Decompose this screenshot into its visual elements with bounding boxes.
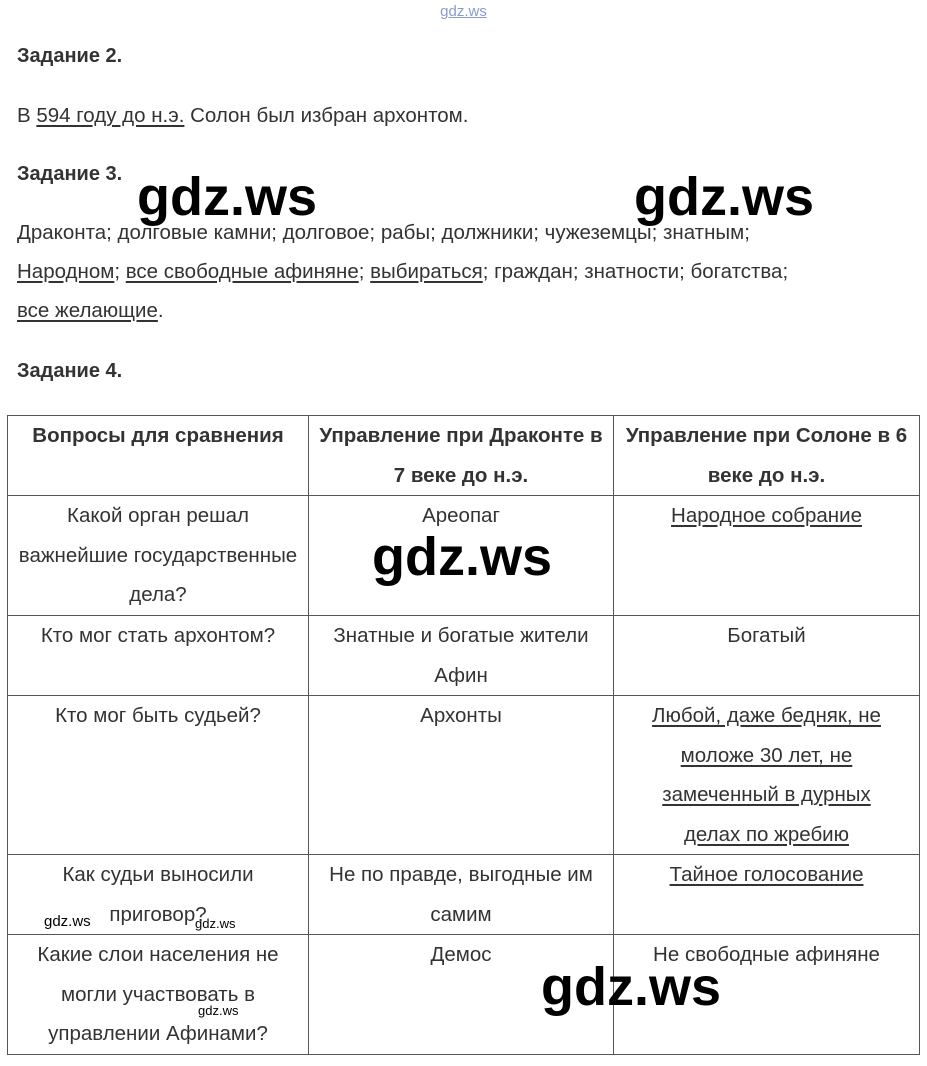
header-questions: Вопросы для сравнения <box>8 416 309 496</box>
table-row <box>8 935 920 1055</box>
header-drakont: Управление при Драконте в 7 веке до н.э. <box>309 416 614 496</box>
table-header-row <box>8 416 920 496</box>
table-row <box>8 616 920 696</box>
row-question: Какие слои населения не могли участвовать в управлении Афинами? <box>8 935 309 1055</box>
task3-rest: ; граждан; знатности; богатства; <box>482 260 789 283</box>
row-drakont: Не по правде, выгодные им самим <box>309 855 614 935</box>
watermark-top[interactable]: gdz.ws <box>440 3 487 20</box>
watermark: gdz.ws <box>634 167 815 227</box>
row-solon <box>614 496 920 616</box>
comparison-table <box>7 415 920 1055</box>
task2-heading: Задание 2. <box>17 45 123 67</box>
watermark: gdz.ws <box>137 167 318 227</box>
task3-answer-narodnom: Народном <box>17 260 115 283</box>
watermark-small: gdz.ws <box>198 1003 239 1018</box>
table-row <box>8 855 920 935</box>
row-question: Кто мог быть судьей? <box>8 696 309 855</box>
task3-answer-vybiratsya: выбираться <box>370 260 483 283</box>
task3-heading: Задание 3. <box>17 163 123 185</box>
task2-text <box>17 96 468 135</box>
row-solon-answer: Народное собрание <box>671 504 862 527</box>
task2-answer: 594 году до н.э. <box>36 104 185 127</box>
task3-text <box>17 213 788 330</box>
task3-line1: Драконта; долговые камни; долговое; рабы; должники; чужеземцы; знатным; <box>17 221 750 244</box>
task3-line3 <box>17 291 788 330</box>
table-row <box>8 696 920 855</box>
task3-answer-afinyane: все свободные афиняне <box>125 260 359 283</box>
watermark: gdz.ws <box>372 527 553 587</box>
row-drakont: Знатные и богатые жители Афин <box>309 616 614 696</box>
row-question: Какой орган решал важнейшие государственные дела? <box>8 496 309 616</box>
task3-line2 <box>17 252 788 291</box>
watermark: gdz.ws <box>541 957 722 1017</box>
row-question: Кто мог стать архонтом? <box>8 616 309 696</box>
row-solon-answer: Тайное голосование <box>669 863 864 886</box>
task3-end: . <box>157 299 164 322</box>
task2-prefix: В <box>17 104 37 127</box>
row-drakont: Архонты <box>309 696 614 855</box>
row-solon <box>614 855 920 935</box>
row-solon: Не свободные афиняне <box>614 935 920 1055</box>
task3-sep: ; <box>114 260 126 283</box>
row-solon: Богатый <box>614 616 920 696</box>
task2-suffix: Солон был избран архонтом. <box>184 104 469 127</box>
task3-answer-zhelayushchie: все желающие <box>17 299 158 322</box>
task4-heading: Задание 4. <box>17 360 123 382</box>
row-drakont: Ареопаг <box>309 496 614 616</box>
task3-sep: ; <box>358 260 371 283</box>
watermark-small: gdz.ws <box>195 916 236 931</box>
watermark-small: gdz.ws <box>44 913 91 930</box>
row-question: Как судьи выносили приговор? <box>8 855 309 935</box>
header-solon: Управление при Солоне в 6 веке до н.э. <box>614 416 920 496</box>
row-drakont: Демос <box>309 935 614 1055</box>
row-solon-answer: Любой, даже бедняк, не моложе 30 лет, не замеченный в дурных делах по жребию <box>652 704 881 846</box>
row-solon <box>614 696 920 855</box>
